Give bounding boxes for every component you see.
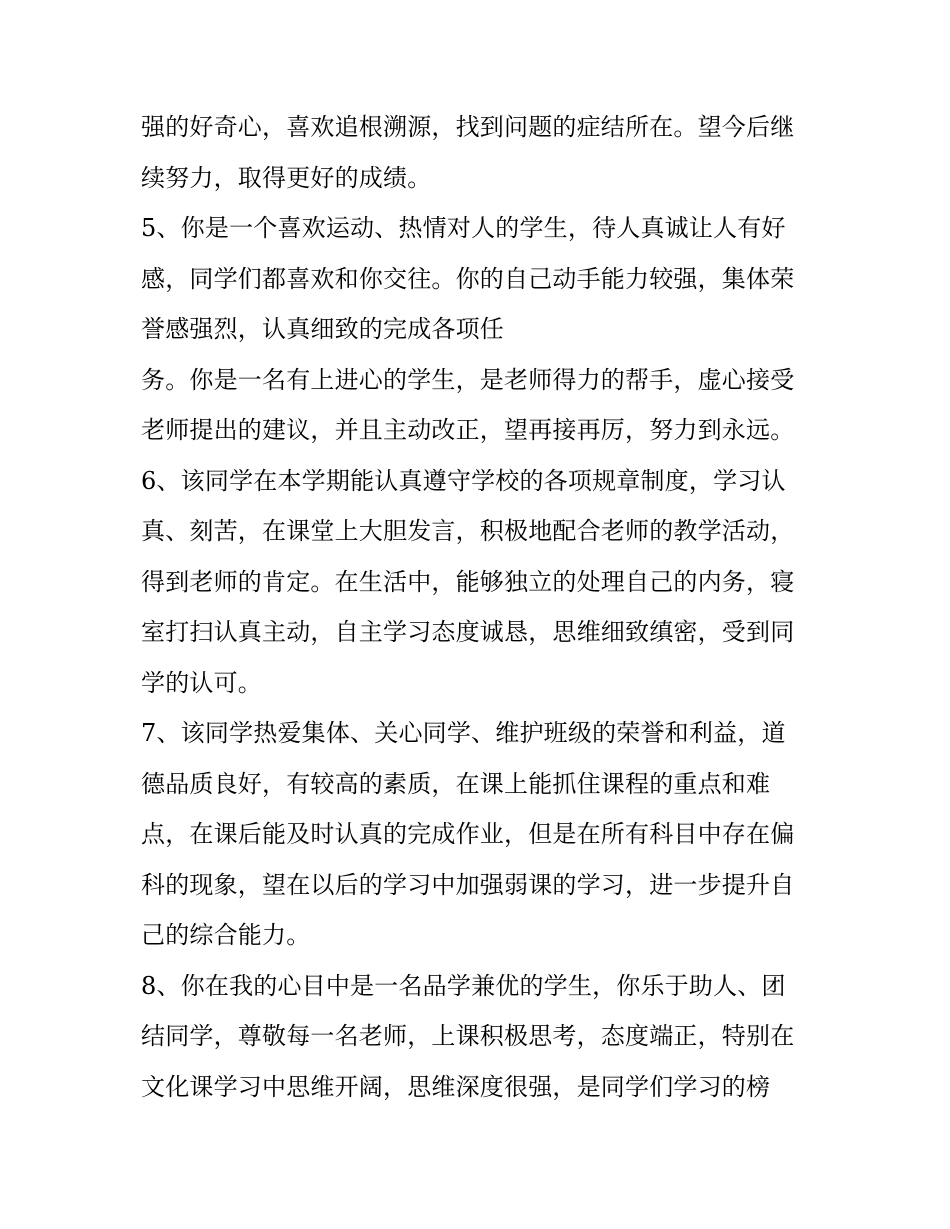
text-line: 得到老师的肯定。在生活中，能够独立的处理自己的内务，寝 bbox=[141, 567, 795, 596]
text-line: 己的综合能力。 bbox=[141, 921, 311, 949]
text-line: 5、你是一个喜欢运动、热情对人的学生，待人真诚让人有好 bbox=[141, 214, 786, 242]
text-line: 续努力，取得更好的成绩。 bbox=[141, 163, 432, 192]
text-line: 结同学，尊敬每一名老师，上课积极思考，态度端正，特别在 bbox=[141, 1022, 795, 1050]
text-line: 真、刻苦，在课堂上大胆发言，积极地配合老师的教学活动， bbox=[141, 517, 795, 545]
text-line: 德品质良好，有较高的素质，在课上能抓住课程的重点和难 bbox=[141, 769, 771, 798]
text-line: 务。你是一名有上进心的学生，是老师得力的帮手，虚心接受 bbox=[141, 365, 795, 394]
document-body bbox=[141, 102, 821, 1112]
text-line: 感，同学们都喜欢和你交往。你的自己动手能力较强，集体荣 bbox=[141, 264, 795, 293]
text-line: 学的认可。 bbox=[141, 668, 262, 697]
text-line: 科的现象，望在以后的学习中加强弱课的学习，进一步提升自 bbox=[141, 870, 795, 899]
text-line: 8、你在我的心目中是一名品学兼优的学生，你乐于助人、团 bbox=[141, 971, 786, 1000]
text-line: 6、该同学在本学期能认真遵守学校的各项规章制度，学习认 bbox=[141, 466, 786, 495]
text-line: 文化课学习中思维开阔，思维深度很强，是同学们学习的榜 bbox=[141, 1072, 771, 1101]
text-line: 7、该同学热爱集体、关心同学、维护班级的荣誉和利益，道 bbox=[141, 719, 786, 747]
text-line: 室打扫认真主动，自主学习态度诚恳，思维细致缜密，受到同 bbox=[141, 618, 795, 646]
text-line: 点，在课后能及时认真的完成作业，但是在所有科目中存在偏 bbox=[141, 820, 795, 848]
text-line: 誉感强烈，认真细致的完成各项任 bbox=[141, 315, 504, 343]
text-line: 老师提出的建议，并且主动改正，望再接再厉，努力到永远。 bbox=[141, 416, 795, 444]
text-line: 强的好奇心，喜欢追根溯源，找到问题的症结所在。望今后继 bbox=[141, 113, 795, 141]
